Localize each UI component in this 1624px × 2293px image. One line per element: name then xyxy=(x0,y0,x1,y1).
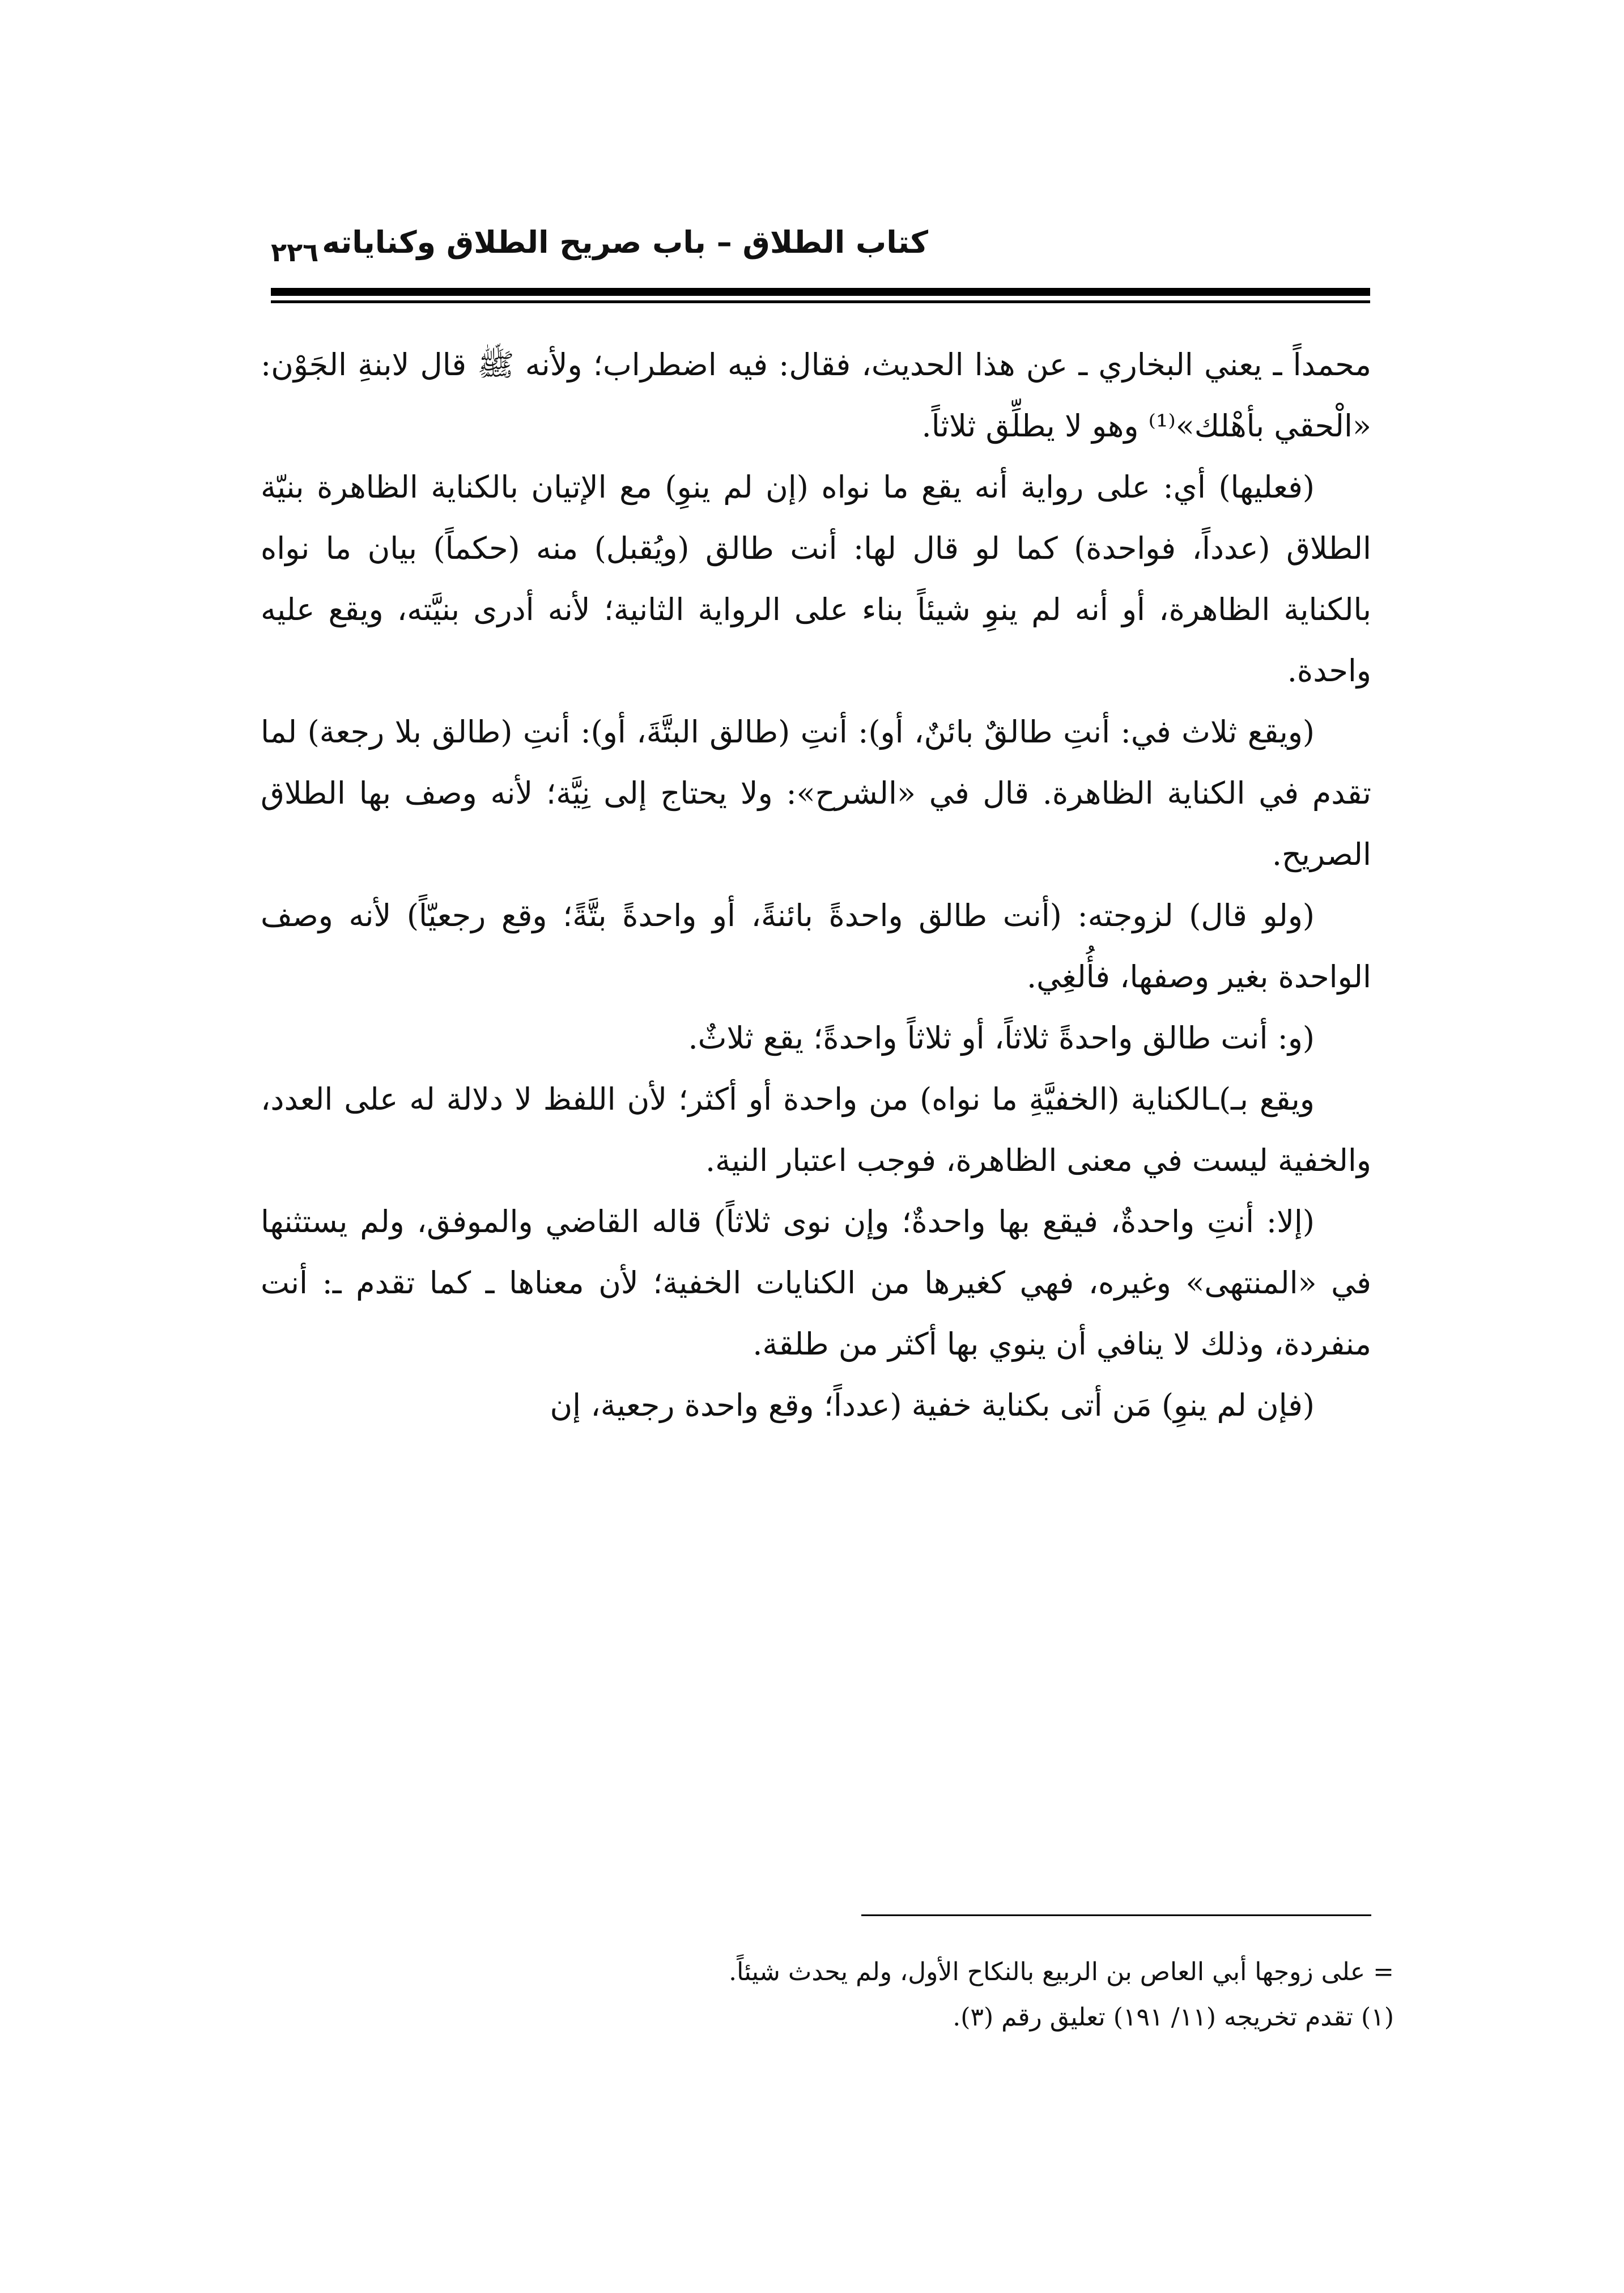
paragraph: (فإن لم ينوِ) مَن أتى بكناية خفية (عدداً؛ وقع واحدة رجعية، إن xyxy=(550,1387,1315,1423)
chapter-title: كتاب الطلاق – باب صريح الطلاق وكناياته xyxy=(322,224,928,260)
footnote-continuation: = على زوجها أبي العاص بن الربيع بالنكاح الأول، ولم يحدث شيئاً. xyxy=(729,1957,1394,1986)
footnote-separator xyxy=(861,1914,1371,1916)
footnotes xyxy=(363,1950,1394,2040)
paragraph: (إلا: أنتِ واحدةٌ، فيقع بها واحدةٌ؛ وإن نوى ثلاثاً) قاله القاضي والموفق، ولم يستثنها في «المنتهى» وغيره، فهي كغيرها من الكنايات الخفية؛ لأن معناها ـ كما تقدم ـ: أنت منفردة، وذلك لا ينافي أن ينوي بها أكثر من طلقة. xyxy=(261,1204,1371,1362)
paragraph: (ويقع ثلاث في: أنتِ طالقٌ بائنٌ، أو): أنتِ (طالق البتَّةَ، أو): أنتِ (طالق بلا رجعة) لما تقدم في الكناية الظاهرة. قال في «الشرح»: ولا يحتاج إلى نِيَّة؛ لأنه وصف بها الطلاق الصريح. xyxy=(261,714,1371,872)
paragraph: (و: أنت طالق واحدةً ثلاثاً، أو ثلاثاً واحدةً؛ يقع ثلاثٌ. xyxy=(688,1020,1315,1056)
paragraph-continuation: محمداً ـ يعني البخاري ـ عن هذا الحديث، فقال: فيه اضطراب؛ ولأنه ﷺ قال لابنةِ الجَوْن: «الْحقي بأهْلك»⁽¹⁾ وهو لا يطلِّق ثلاثاً. xyxy=(261,347,1371,444)
paragraph: (ولو قال) لزوجته: (أنت طالق واحدةً بائنةً، أو واحدةً بتَّةً؛ وقع رجعيّاً) لأنه وصف الواحدة بغير وصفها، فأُلغِي. xyxy=(261,898,1371,995)
paragraph: (فعليها) أي: على رواية أنه يقع ما نواه (إن لم ينوِ) مع الإتيان بالكناية الظاهرة بنيّة الطلاق (عدداً، فواحدة) كما لو قال لها: أنت طالق (ويُقبل) منه (حكماً) بيان ما نواه بالكناية الظاهرة، أو أنه لم ينوِ شيئاً بناء على الرواية الثانية؛ لأنه أدرى بنيَّته، ويقع عليه واحدة. xyxy=(261,469,1371,689)
header-rule-thin xyxy=(271,300,1370,303)
main-text xyxy=(261,334,1371,1436)
header-rule-thick xyxy=(271,288,1370,296)
page-number: ٢٢٦ xyxy=(271,237,319,267)
footnote-1: (١) تقدم تخريجه (١١/ ١٩١) تعليق رقم (٣). xyxy=(953,2003,1394,2032)
paragraph: ويقع بـ)ـالكناية (الخفيَّةِ ما نواه) من واحدة أو أكثر؛ لأن اللفظ لا دلالة له على العدد، والخفية ليست في معنى الظاهرة، فوجب اعتبار النية. xyxy=(261,1081,1371,1178)
running-header xyxy=(271,214,1370,277)
